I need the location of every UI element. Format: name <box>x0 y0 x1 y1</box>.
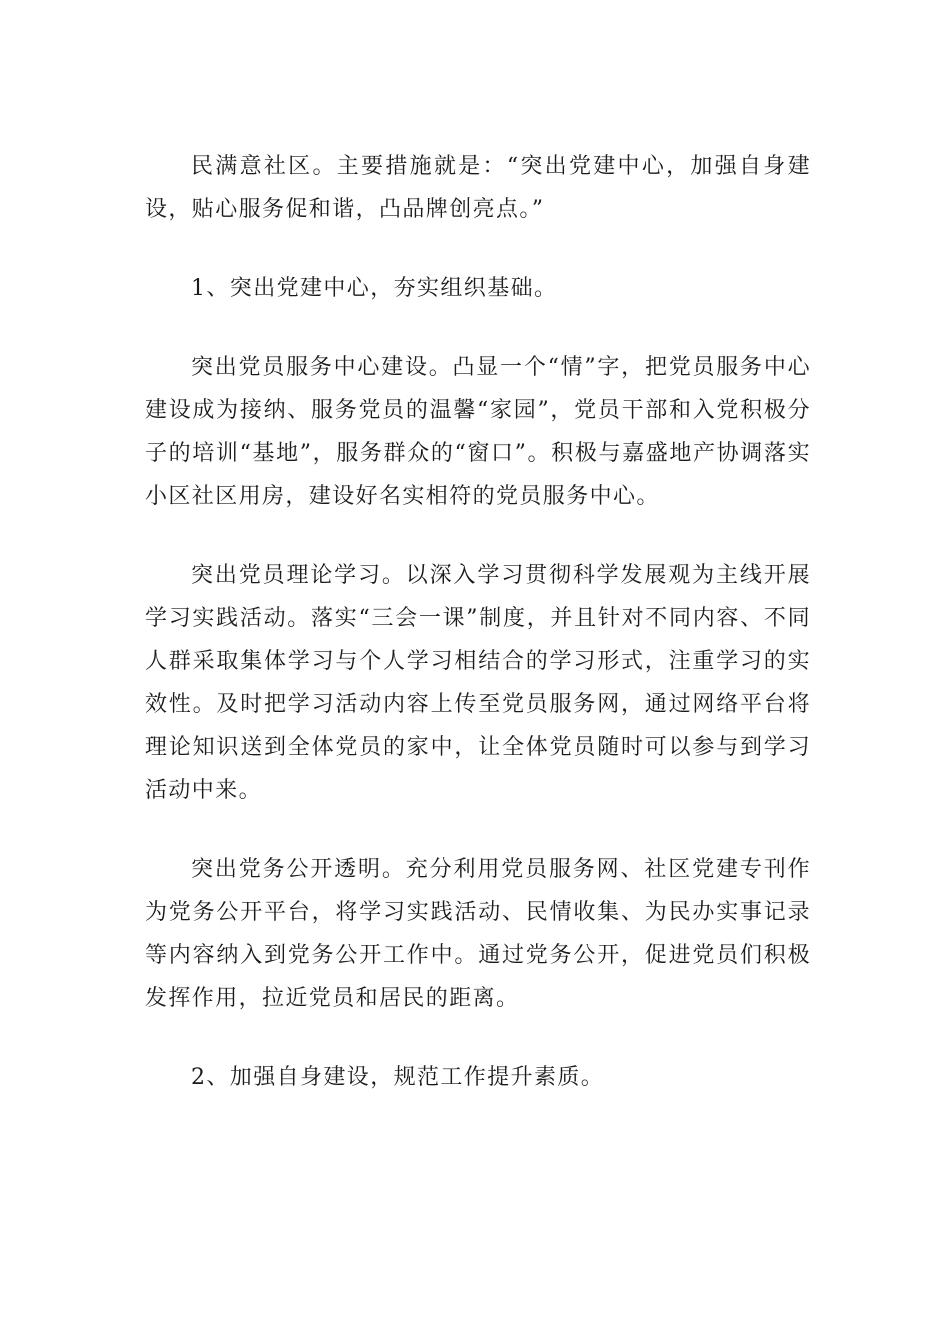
paragraph-service-center: 突出党员服务中心建设。凸显一个“情”字，把党员服务中心建设成为接纳、服务党员的温馨“家园”，党员干部和入党积极分子的培训“基地”，服务群众的“窗口”。积极与嘉盛地产协调落实小区社区用房，建设好名实相符的党员服务中心。 <box>145 355 811 509</box>
paragraph-theory-study: 突出党员理论学习。以深入学习贯彻科学发展观为主线开展学习实践活动。落实“三会一课”制度，并且针对不同内容、不同人群采取集体学习与个人学习相结合的学习形式，注重学习的实效性。及时把学习活动内容上传至党员服务网，通过网络平台将理论知识送到全体党员的家中，让全体党员随时可以参与到学习活动中来。 <box>145 563 811 803</box>
section-heading-2: 2、加强自身建设，规范工作提升素质。 <box>191 1065 605 1090</box>
document-body <box>145 145 811 1099</box>
paragraph-intro: 民满意社区。主要措施就是：“突出党建中心，加强自身建设，贴心服务促和谐，凸品牌创亮点。” <box>145 154 811 222</box>
section-heading-1: 1、突出党建中心，夯实组织基础。 <box>191 276 558 301</box>
paragraph-party-affairs: 突出党务公开透明。充分利用党员服务网、社区党建专刊作为党务公开平台，将学习实践活动、民情收集、为民办实事记录等内容纳入到党务公开工作中。通过党务公开，促进党员们积极发挥作用，拉近党员和居民的距离。 <box>145 857 811 1011</box>
